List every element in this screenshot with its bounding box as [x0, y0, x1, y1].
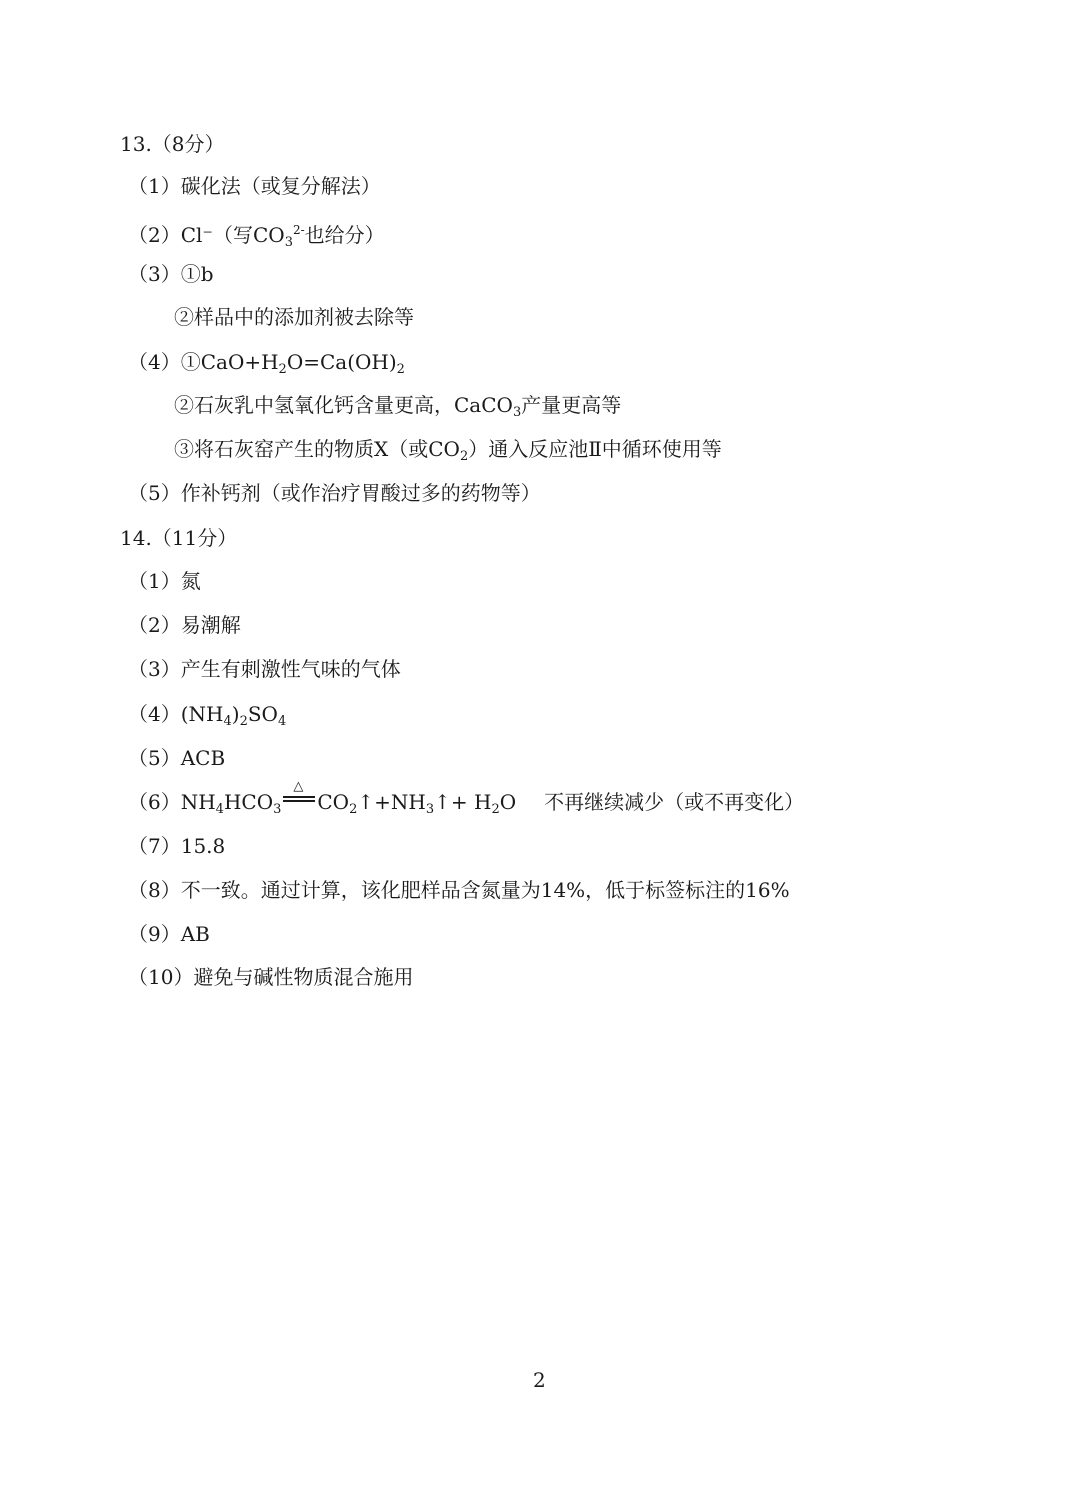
q14-answer-5: （5）ACB [128, 746, 226, 770]
q13-answer-1: （1）碳化法（或复分解法） [128, 174, 381, 198]
q14-answer-6-second: 不再继续减少（或不再变化） [544, 790, 805, 814]
q13-answer-4-1: $(4)①CaO+H_2O=Ca(OH)_2$ [128, 350, 405, 377]
q13-answer-4-2: ②石灰乳中氢氧化钙含量更高，CaCO$_3$产量更高等 [174, 393, 622, 420]
q14-header: 14.（11分） [120, 526, 238, 550]
q13-header: 13.（8分） [120, 132, 225, 156]
q13-answer-3-2: ②样品中的添加剂被去除等 [174, 305, 414, 329]
q14-answer-8: （8）不一致。通过计算，该化肥样品含氮量为14%，低于标签标注的16% [128, 878, 790, 902]
q14-answer-7: （7）15.8 [128, 834, 226, 858]
q14-answer-10: （10）避免与碱性物质混合施用 [128, 965, 414, 989]
q14-answer-6: $(6)NH_4HCO_3$ △ $CO_2↑+NH_3↑+ H_2O$ 不再继续减少（或不再变化） [128, 779, 805, 817]
q14-answer-9: （9）AB [128, 922, 210, 946]
heat-triangle-icon: △ [293, 779, 304, 794]
q14-answer-4: $(4)(NH_4)_2SO_4$ [128, 702, 287, 729]
page-number: 2 [533, 1368, 546, 1392]
q13-answer-4-3: ③将石灰窑产生的物质X（或$CO_2$）通入反应池Ⅱ中循环使用等 [174, 437, 722, 464]
q14-answer-1: （1）氮 [128, 569, 201, 593]
q14-answer-2: （2）易潮解 [128, 613, 241, 637]
q13-answer-3-1: （3）①b [128, 262, 214, 286]
q13-answer-2: （2）Cl⁻（写$CO_3^{2-}$也给分） [128, 223, 385, 250]
heating-condition-sign [281, 779, 317, 814]
q13-answer-5: （5）作补钙剂（或作治疗胃酸过多的药物等） [128, 481, 541, 505]
q14-answer-3: （3）产生有刺激性气味的气体 [128, 657, 401, 681]
